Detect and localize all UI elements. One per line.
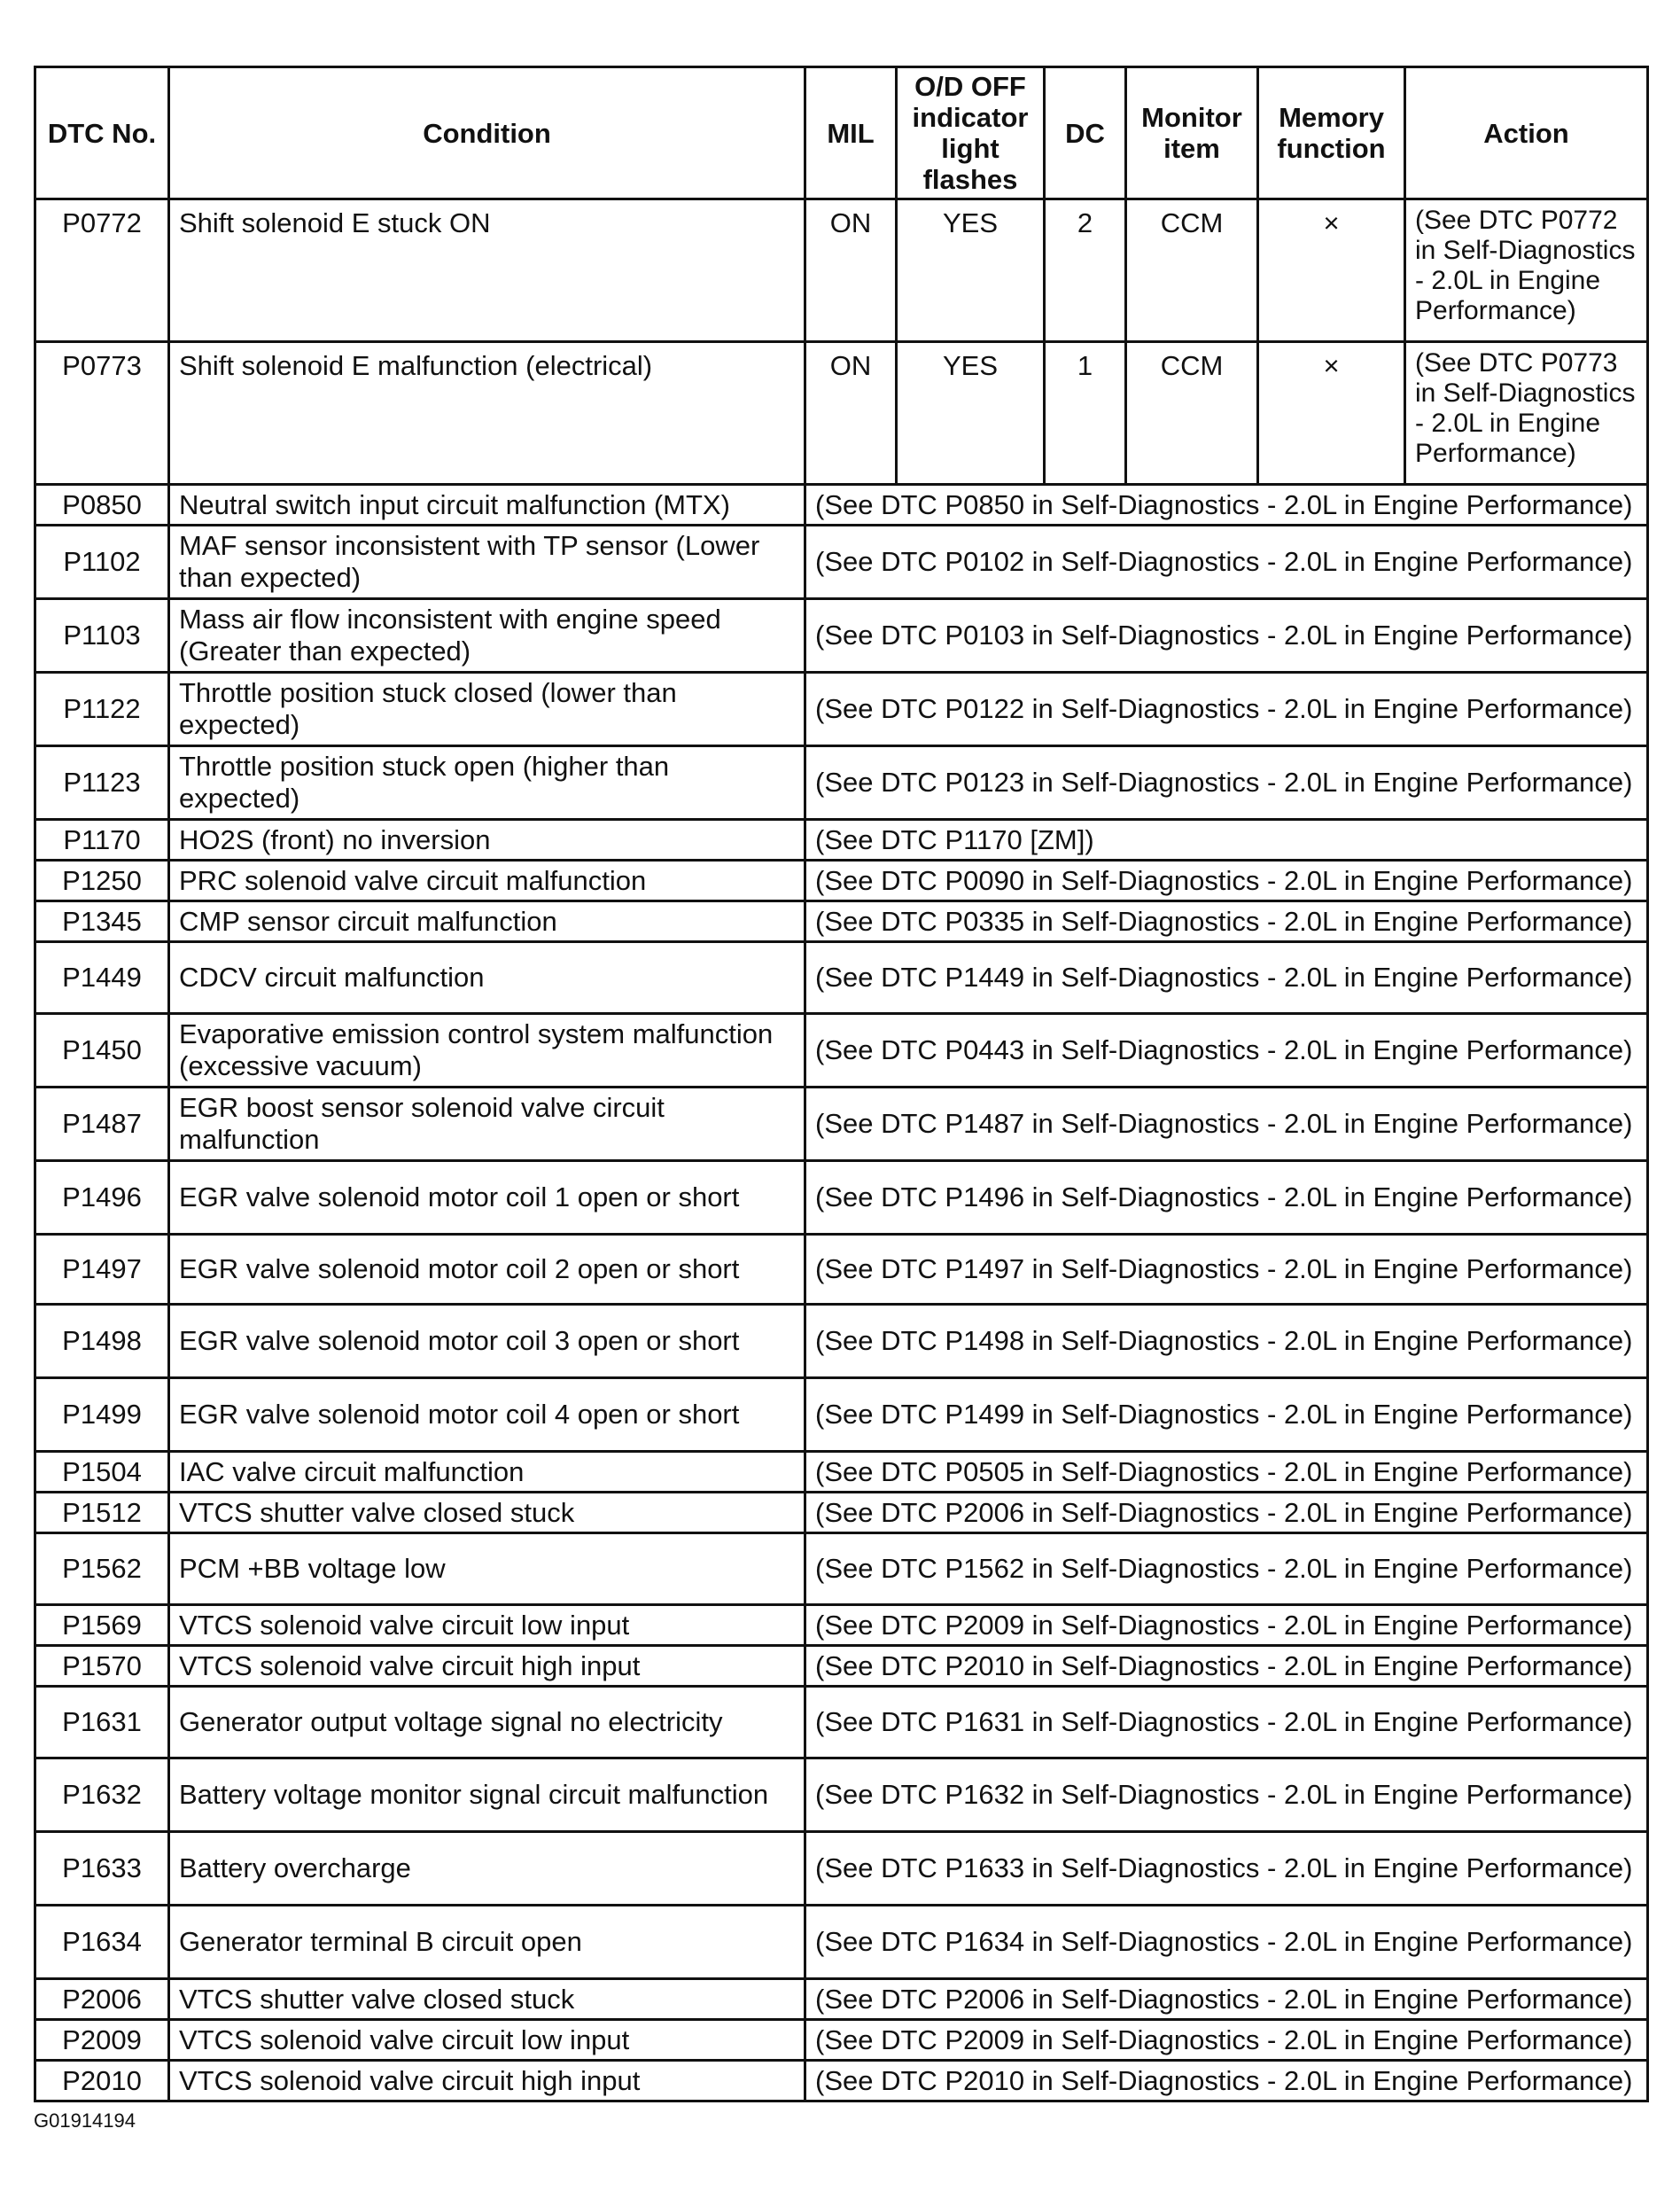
dtc-code: P1496 xyxy=(35,1161,169,1235)
table-row xyxy=(35,1161,1648,1235)
dc-cell: 1 xyxy=(1045,342,1126,485)
condition-cell: VTCS solenoid valve circuit low input xyxy=(169,2020,805,2061)
table-row xyxy=(35,526,1648,599)
table-row xyxy=(35,673,1648,746)
table-row xyxy=(35,1979,1648,2020)
dtc-code: P1634 xyxy=(35,1906,169,1979)
table-row xyxy=(35,1493,1648,1533)
action-cell: (See DTC P2010 in Self-Diagnostics - 2.0L in Engine Performance) xyxy=(805,1646,1648,1687)
table-row xyxy=(35,1014,1648,1088)
table-row xyxy=(35,942,1648,1014)
header-row xyxy=(35,67,1648,199)
condition-cell: Shift solenoid E stuck ON xyxy=(169,199,805,342)
mil-cell: ON xyxy=(805,199,897,342)
action-cell: (See DTC P1449 in Self-Diagnostics - 2.0L in Engine Performance) xyxy=(805,942,1648,1014)
dtc-code: P1123 xyxy=(35,746,169,820)
dtc-code: P0850 xyxy=(35,485,169,526)
action-cell: (See DTC P0773 in Self-Diagnostics - 2.0L in Engine Performance) xyxy=(1405,342,1648,485)
action-cell: (See DTC P2009 in Self-Diagnostics - 2.0L in Engine Performance) xyxy=(805,1605,1648,1646)
dtc-code: P1102 xyxy=(35,526,169,599)
action-cell: (See DTC P1562 in Self-Diagnostics - 2.0L in Engine Performance) xyxy=(805,1533,1648,1605)
action-cell: (See DTC P2010 in Self-Diagnostics - 2.0L in Engine Performance) xyxy=(805,2061,1648,2101)
action-cell: (See DTC P0850 in Self-Diagnostics - 2.0L in Engine Performance) xyxy=(805,485,1648,526)
monitor-cell: CCM xyxy=(1126,342,1258,485)
dtc-code: P1512 xyxy=(35,1493,169,1533)
dtc-code: P0772 xyxy=(35,199,169,342)
condition-cell: Mass air flow inconsistent with engine speed (Greater than expected) xyxy=(169,599,805,673)
condition-cell: Generator terminal B circuit open xyxy=(169,1906,805,1979)
table-row xyxy=(35,1533,1648,1605)
table-row xyxy=(35,1906,1648,1979)
table-row xyxy=(35,1305,1648,1378)
dtc-code: P1487 xyxy=(35,1088,169,1161)
action-cell: (See DTC P0772 in Self-Diagnostics - 2.0L in Engine Performance) xyxy=(1405,199,1648,342)
dtc-code: P1449 xyxy=(35,942,169,1014)
condition-cell: EGR valve solenoid motor coil 1 open or short xyxy=(169,1161,805,1235)
dtc-code: P1632 xyxy=(35,1758,169,1832)
od-off-cell: YES xyxy=(897,199,1045,342)
dtc-code: P0773 xyxy=(35,342,169,485)
table-row xyxy=(35,1378,1648,1452)
action-cell: (See DTC P1499 in Self-Diagnostics - 2.0L in Engine Performance) xyxy=(805,1378,1648,1452)
condition-cell: VTCS shutter valve closed stuck xyxy=(169,1979,805,2020)
condition-cell: VTCS solenoid valve circuit high input xyxy=(169,2061,805,2101)
header-action: Action xyxy=(1405,67,1648,199)
action-cell: (See DTC P0122 in Self-Diagnostics - 2.0L in Engine Performance) xyxy=(805,673,1648,746)
monitor-cell: CCM xyxy=(1126,199,1258,342)
header-memory: Memory function xyxy=(1258,67,1405,199)
header-mil: MIL xyxy=(805,67,897,199)
header-od-off: O/D OFF indicator light flashes xyxy=(897,67,1045,199)
table-row xyxy=(35,1452,1648,1493)
dtc-code: P1504 xyxy=(35,1452,169,1493)
action-cell: (See DTC P0335 in Self-Diagnostics - 2.0L in Engine Performance) xyxy=(805,901,1648,942)
action-cell: (See DTC P1497 in Self-Diagnostics - 2.0L in Engine Performance) xyxy=(805,1235,1648,1305)
header-dc: DC xyxy=(1045,67,1126,199)
table-row xyxy=(35,901,1648,942)
dc-cell: 2 xyxy=(1045,199,1126,342)
table-row xyxy=(35,1832,1648,1906)
table-row xyxy=(35,1687,1648,1758)
memory-cell: × xyxy=(1258,342,1405,485)
condition-cell: Generator output voltage signal no electricity xyxy=(169,1687,805,1758)
condition-cell: VTCS solenoid valve circuit low input xyxy=(169,1605,805,1646)
dtc-table xyxy=(34,66,1649,2102)
table-row xyxy=(35,861,1648,901)
table-row xyxy=(35,1605,1648,1646)
action-cell: (See DTC P1634 in Self-Diagnostics - 2.0L in Engine Performance) xyxy=(805,1906,1648,1979)
dtc-code: P2010 xyxy=(35,2061,169,2101)
condition-cell: Throttle position stuck closed (lower than expected) xyxy=(169,673,805,746)
header-monitor: Monitor item xyxy=(1126,67,1258,199)
condition-cell: Neutral switch input circuit malfunction (MTX) xyxy=(169,485,805,526)
header-dtc: DTC No. xyxy=(35,67,169,199)
dtc-code: P1570 xyxy=(35,1646,169,1687)
action-cell: (See DTC P2009 in Self-Diagnostics - 2.0L in Engine Performance) xyxy=(805,2020,1648,2061)
condition-cell: Throttle position stuck open (higher than expected) xyxy=(169,746,805,820)
action-cell: (See DTC P2006 in Self-Diagnostics - 2.0L in Engine Performance) xyxy=(805,1979,1648,2020)
table-row xyxy=(35,2061,1648,2101)
table-row xyxy=(35,199,1648,342)
action-cell: (See DTC P0103 in Self-Diagnostics - 2.0L in Engine Performance) xyxy=(805,599,1648,673)
dtc-code: P1631 xyxy=(35,1687,169,1758)
dtc-code: P2009 xyxy=(35,2020,169,2061)
mil-cell: ON xyxy=(805,342,897,485)
dtc-code: P1633 xyxy=(35,1832,169,1906)
condition-cell: VTCS solenoid valve circuit high input xyxy=(169,1646,805,1687)
action-cell: (See DTC P1170 [ZM]) xyxy=(805,820,1648,861)
condition-cell: CDCV circuit malfunction xyxy=(169,942,805,1014)
condition-cell: EGR valve solenoid motor coil 2 open or short xyxy=(169,1235,805,1305)
memory-cell: × xyxy=(1258,199,1405,342)
table-row xyxy=(35,599,1648,673)
condition-cell: IAC valve circuit malfunction xyxy=(169,1452,805,1493)
table-row xyxy=(35,1235,1648,1305)
dtc-code: P1170 xyxy=(35,820,169,861)
table-row xyxy=(35,342,1648,485)
table-row xyxy=(35,1758,1648,1832)
action-cell: (See DTC P1633 in Self-Diagnostics - 2.0L in Engine Performance) xyxy=(805,1832,1648,1906)
table-row xyxy=(35,820,1648,861)
dtc-code: P1103 xyxy=(35,599,169,673)
condition-cell: Battery overcharge xyxy=(169,1832,805,1906)
table-body xyxy=(35,199,1648,2101)
table-row xyxy=(35,485,1648,526)
action-cell: (See DTC P1498 in Self-Diagnostics - 2.0L in Engine Performance) xyxy=(805,1305,1648,1378)
table-row xyxy=(35,1646,1648,1687)
dtc-code: P1569 xyxy=(35,1605,169,1646)
condition-cell: EGR valve solenoid motor coil 3 open or short xyxy=(169,1305,805,1378)
condition-cell: EGR boost sensor solenoid valve circuit malfunction xyxy=(169,1088,805,1161)
dtc-code: P2006 xyxy=(35,1979,169,2020)
action-cell: (See DTC P0505 in Self-Diagnostics - 2.0L in Engine Performance) xyxy=(805,1452,1648,1493)
action-cell: (See DTC P0102 in Self-Diagnostics - 2.0L in Engine Performance) xyxy=(805,526,1648,599)
condition-cell: PCM +BB voltage low xyxy=(169,1533,805,1605)
dtc-code: P1250 xyxy=(35,861,169,901)
condition-cell: Evaporative emission control system malfunction (excessive vacuum) xyxy=(169,1014,805,1088)
table-row xyxy=(35,1088,1648,1161)
condition-cell: VTCS shutter valve closed stuck xyxy=(169,1493,805,1533)
condition-cell: EGR valve solenoid motor coil 4 open or short xyxy=(169,1378,805,1452)
dtc-code: P1498 xyxy=(35,1305,169,1378)
action-cell: (See DTC P2006 in Self-Diagnostics - 2.0L in Engine Performance) xyxy=(805,1493,1648,1533)
table-row xyxy=(35,2020,1648,2061)
action-cell: (See DTC P0090 in Self-Diagnostics - 2.0L in Engine Performance) xyxy=(805,861,1648,901)
action-cell: (See DTC P1631 in Self-Diagnostics - 2.0L in Engine Performance) xyxy=(805,1687,1648,1758)
condition-cell: HO2S (front) no inversion xyxy=(169,820,805,861)
table-row xyxy=(35,746,1648,820)
dtc-code: P1345 xyxy=(35,901,169,942)
action-cell: (See DTC P0123 in Self-Diagnostics - 2.0L in Engine Performance) xyxy=(805,746,1648,820)
condition-cell: CMP sensor circuit malfunction xyxy=(169,901,805,942)
action-cell: (See DTC P0443 in Self-Diagnostics - 2.0L in Engine Performance) xyxy=(805,1014,1648,1088)
dtc-code: P1562 xyxy=(35,1533,169,1605)
dtc-code: P1497 xyxy=(35,1235,169,1305)
condition-cell: Shift solenoid E malfunction (electrical) xyxy=(169,342,805,485)
dtc-code: P1499 xyxy=(35,1378,169,1452)
condition-cell: PRC solenoid valve circuit malfunction xyxy=(169,861,805,901)
action-cell: (See DTC P1632 in Self-Diagnostics - 2.0L in Engine Performance) xyxy=(805,1758,1648,1832)
dtc-code: P1450 xyxy=(35,1014,169,1088)
action-cell: (See DTC P1487 in Self-Diagnostics - 2.0L in Engine Performance) xyxy=(805,1088,1648,1161)
od-off-cell: YES xyxy=(897,342,1045,485)
action-cell: (See DTC P1496 in Self-Diagnostics - 2.0L in Engine Performance) xyxy=(805,1161,1648,1235)
dtc-code: P1122 xyxy=(35,673,169,746)
figure-id: G01914194 xyxy=(34,2109,136,2132)
condition-cell: Battery voltage monitor signal circuit malfunction xyxy=(169,1758,805,1832)
condition-cell: MAF sensor inconsistent with TP sensor (Lower than expected) xyxy=(169,526,805,599)
header-condition: Condition xyxy=(169,67,805,199)
